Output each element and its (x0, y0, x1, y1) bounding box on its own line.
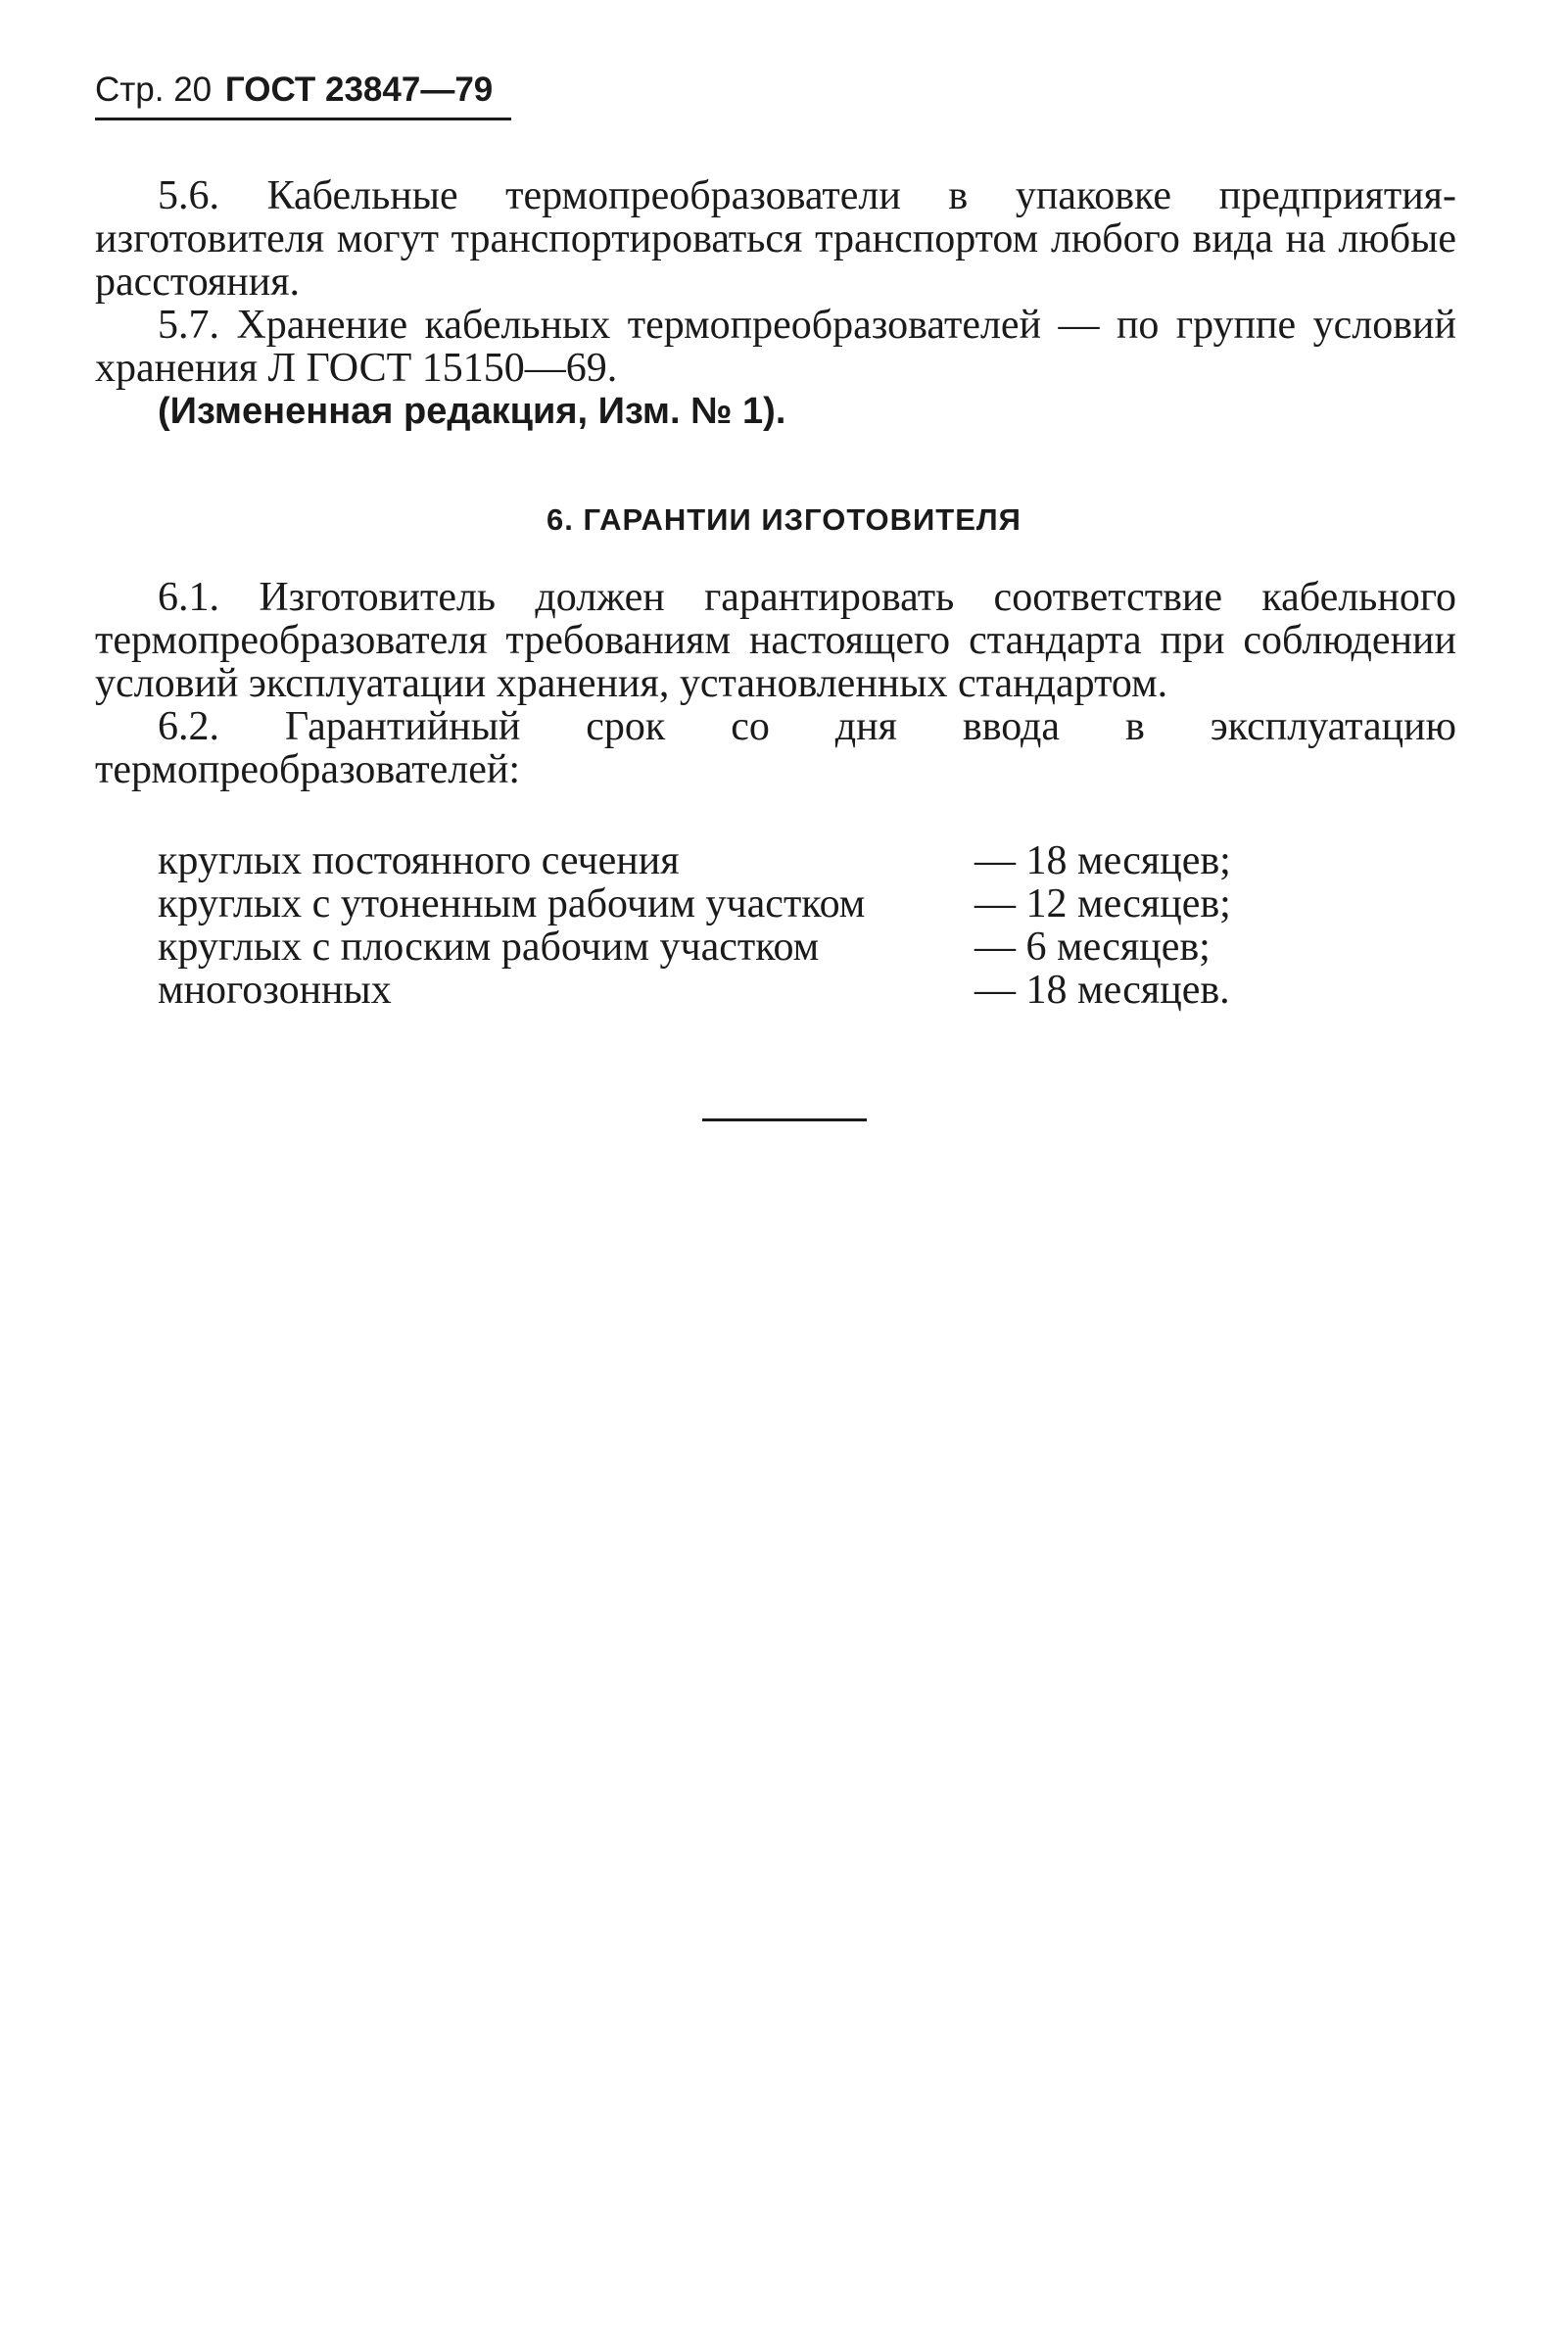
warranty-term: — 18 месяцев; (974, 838, 1231, 883)
standard-number: ГОСТ 23847—79 (224, 71, 494, 109)
warranty-type: круглых постоянного сечения (158, 838, 680, 883)
warranty-row (158, 839, 1284, 882)
warranty-type: круглых с утоненным рабочим участком (158, 881, 866, 926)
warranty-row (158, 969, 1284, 1012)
header-rule (95, 118, 511, 120)
section-6-text (95, 576, 1456, 791)
warranty-term: — 12 месяцев; (974, 881, 1231, 926)
paragraph-6-2: 6.2. Гарантийный срок со дня ввода в эксплуатацию термопреобразователей: (95, 704, 1456, 792)
warranty-term: — 6 месяцев; (974, 925, 1211, 970)
section-6-title: 6. ГАРАНТИИ ИЗГОТОВИТЕЛЯ (546, 502, 1022, 537)
warranty-list (158, 839, 1284, 1012)
paragraph-6-1: 6.1. Изготовитель должен гарантировать соответствие кабельного термопреобразователя требованиям настоящего стандарта при соблюдении условий эксплуатации хранения, установленных стандартом. (95, 575, 1456, 706)
end-rule (702, 1118, 867, 1121)
page-number: Стр. 20 (95, 71, 213, 109)
warranty-type: круглых с плоским рабочим участком (158, 925, 820, 970)
paragraph-5-7: 5.7. Хранение кабельных термопреобразователей — по группе условий хранения Л ГОСТ 15150—69. (95, 303, 1456, 391)
warranty-row (158, 882, 1284, 926)
amendment-note: (Измененная редакция, Изм. № 1). (158, 391, 786, 432)
warranty-row (158, 926, 1284, 969)
page-header (95, 71, 493, 110)
warranty-type: многозонных (158, 968, 392, 1013)
paragraph-5-6: 5.6. Кабельные термопреобразователи в упаковке предприятия-изготовителя могут транспортироваться транспортом любого вида на любые расстояния. (95, 173, 1456, 305)
warranty-term: — 18 месяцев. (974, 968, 1230, 1013)
section-5-text (95, 174, 1456, 433)
